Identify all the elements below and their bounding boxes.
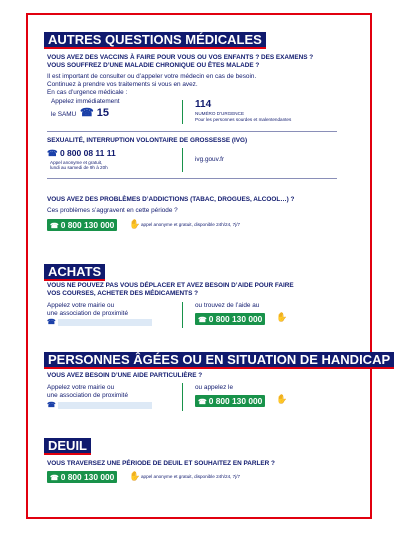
handicap-question: VOUS AVEZ BESOIN D’UNE AIDE PARTICULIÈRE ? [47,372,203,379]
deuil-question: VOUS TRAVERSEZ UNE PÉRIODE DE DEUIL ET SOUHAITEZ EN PARLER ? [47,460,275,467]
sign-language-icon: ✋ [276,394,288,404]
section-title-achats: ACHATS [44,264,105,281]
addiction-number: 0 800 130 000 [60,220,115,230]
ivg-site-link[interactable]: ivg.gouv.fr [195,156,225,163]
handicap-phone-button[interactable] [195,395,265,407]
handicap-right-1: ou appelez le [195,384,234,391]
phone-icon: ☎ [47,148,58,158]
phone-icon: ☎ [80,107,94,119]
urgence-number[interactable]: 114 [195,99,212,110]
samu-number: 15 [96,107,110,119]
ivg-note-1: Appel anonyme et gratuit, [50,160,103,165]
achats-number: 0 800 130 000 [208,314,263,324]
phone-icon: ☎ [50,223,59,230]
achats-left-2: une association de proximité [47,310,128,317]
phone-icon: ☎ [50,475,59,482]
urgence-label: NUMÉRO D’URGENCE [195,111,245,116]
sign-language-icon: ✋ [276,312,288,322]
divider [182,100,183,124]
ivg-title: SEXUALITÉ, INTERRUPTION VOLONTAIRE DE GROSSESSE (IVG) [47,137,248,144]
addiction-text: Ces problèmes s’aggravent en cette période ? [47,207,178,214]
achats-phone-button[interactable] [195,313,265,325]
handicap-number: 0 800 130 000 [208,396,263,406]
phone-icon: ☎ [47,402,56,409]
addiction-note: appel anonyme et gratuit, disponible 24h/24, 7j/7 [141,222,241,227]
medical-question-1: VOUS AVEZ DES VACCINS À FAIRE POUR VOUS OU VOS ENFANTS ? DES EXAMENS ? [47,54,314,61]
phone-icon: ☎ [47,319,56,326]
local-number-placeholder [58,319,152,326]
achats-right-1: ou trouvez de l’aide au [195,302,260,309]
medical-question-2: VOUS SOUFFREZ D’UNE MALADIE CHRONIQUE OU ÊTES MALADE ? [47,62,260,69]
ivg-note-2: lundi au samedi de 9h à 20h [50,165,108,170]
phone-icon: ☎ [198,317,207,324]
deuil-phone-button[interactable] [47,471,117,483]
urgence-desc: Pour les personnes sourdes et malentendantes [195,117,292,122]
ivg-phone[interactable] [47,148,116,159]
ivg-number: 0 800 08 11 11 [59,148,116,158]
addiction-question: VOUS AVEZ DES PROBLÈMES D’ADDICTIONS (TABAC, DROGUES, ALCOOL…) ? [47,196,295,203]
sign-language-icon: ✋ [129,471,141,481]
medical-text-1: Il est important de consulter ou d’appeler votre médecin en cas de besoin. [47,73,257,80]
divider [182,383,183,411]
sign-language-icon: ✋ [129,219,141,229]
section-title-deuil: DEUIL [44,438,91,455]
medical-text-3: En cas d’urgence médicale : [47,89,128,96]
divider [182,302,183,328]
samu-phone[interactable] [80,106,109,119]
section-title-medical: AUTRES QUESTIONS MÉDICALES [44,32,266,49]
separator [47,178,337,179]
achats-left-1: Appelez votre mairie ou [47,302,115,309]
phone-icon: ☎ [198,399,207,406]
handicap-left-2: une association de proximité [47,392,128,399]
separator [47,131,337,132]
deuil-note: appel anonyme et gratuit, disponible 24h/24, 7j/7 [141,474,241,479]
section-title-handicap: PERSONNES ÂGÉES OU EN SITUATION DE HANDICAP [44,352,394,369]
local-number-placeholder [58,402,152,409]
addiction-phone-button[interactable] [47,219,117,231]
divider [182,148,183,172]
samu-call-text: Appelez immédiatement [51,98,120,105]
medical-text-2: Continuez à prendre vos traitements si vous en avez. [47,81,198,88]
achats-question-1: VOUS NE POUVEZ PAS VOUS DÉPLACER ET AVEZ BESOIN D’AIDE POUR FAIRE [47,282,294,289]
achats-question-2: VOS COURSES, ACHETER DES MÉDICAMENTS ? [47,290,199,297]
samu-label: le SAMU [51,111,77,118]
deuil-number: 0 800 130 000 [60,472,115,482]
handicap-left-1: Appelez votre mairie ou [47,384,115,391]
